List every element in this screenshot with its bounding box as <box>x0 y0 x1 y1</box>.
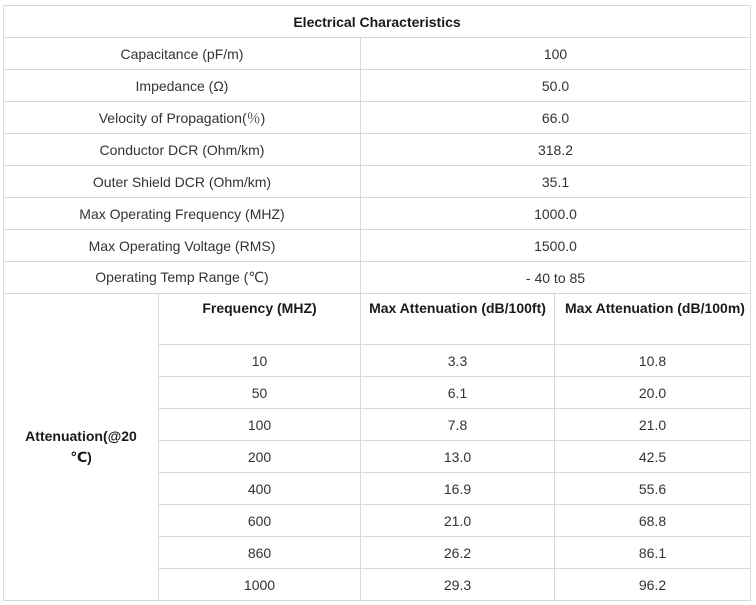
property-value: 50.0 <box>361 70 751 102</box>
property-label: Max Operating Voltage (RMS) <box>4 230 361 262</box>
title-row <box>4 6 751 38</box>
attenuation-label: Attenuation(@20 ℃) <box>25 428 137 465</box>
frequency-cell: 860 <box>159 537 361 569</box>
property-row <box>4 166 751 198</box>
attenuation-label-cell <box>4 294 159 601</box>
property-value: 318.2 <box>361 134 751 166</box>
frequency-cell: 10 <box>159 345 361 377</box>
property-row <box>4 70 751 102</box>
property-label: Velocity of Propagation(％) <box>4 102 361 134</box>
table-title: Electrical Characteristics <box>4 6 751 38</box>
property-label: Max Operating Frequency (MHZ) <box>4 198 361 230</box>
attenuation-m-cell: 42.5 <box>555 441 751 473</box>
property-label: Conductor DCR (Ohm/km) <box>4 134 361 166</box>
property-value: 100 <box>361 38 751 70</box>
attenuation-ft-header: Max Attenuation (dB/100ft) <box>361 294 555 345</box>
frequency-cell: 50 <box>159 377 361 409</box>
attenuation-ft-cell: 29.3 <box>361 569 555 601</box>
attenuation-m-cell: 55.6 <box>555 473 751 505</box>
attenuation-m-header: Max Attenuation (dB/100m) <box>555 294 751 345</box>
property-label: Impedance (Ω) <box>4 70 361 102</box>
attenuation-m-cell: 68.8 <box>555 505 751 537</box>
attenuation-ft-cell: 3.3 <box>361 345 555 377</box>
property-row <box>4 230 751 262</box>
property-row <box>4 38 751 70</box>
property-label: Outer Shield DCR (Ohm/km) <box>4 166 361 198</box>
attenuation-m-cell: 96.2 <box>555 569 751 601</box>
property-value: 1000.0 <box>361 198 751 230</box>
frequency-cell: 400 <box>159 473 361 505</box>
property-row <box>4 102 751 134</box>
attenuation-m-cell: 20.0 <box>555 377 751 409</box>
frequency-cell: 100 <box>159 409 361 441</box>
attenuation-ft-cell: 21.0 <box>361 505 555 537</box>
frequency-header: Frequency (MHZ) <box>159 294 361 345</box>
property-row <box>4 134 751 166</box>
attenuation-header-row <box>4 294 751 345</box>
attenuation-m-cell: 86.1 <box>555 537 751 569</box>
property-label: Capacitance (pF/m) <box>4 38 361 70</box>
property-row <box>4 198 751 230</box>
attenuation-ft-cell: 13.0 <box>361 441 555 473</box>
property-row <box>4 262 751 294</box>
attenuation-ft-cell: 26.2 <box>361 537 555 569</box>
electrical-characteristics-table <box>3 5 751 601</box>
property-value: 1500.0 <box>361 230 751 262</box>
frequency-cell: 1000 <box>159 569 361 601</box>
frequency-cell: 200 <box>159 441 361 473</box>
attenuation-ft-cell: 6.1 <box>361 377 555 409</box>
property-label: Operating Temp Range (℃) <box>4 262 361 294</box>
property-value: 35.1 <box>361 166 751 198</box>
property-value: 66.0 <box>361 102 751 134</box>
attenuation-m-cell: 21.0 <box>555 409 751 441</box>
frequency-cell: 600 <box>159 505 361 537</box>
property-value: - 40 to 85 <box>361 262 751 294</box>
attenuation-ft-cell: 7.8 <box>361 409 555 441</box>
attenuation-ft-cell: 16.9 <box>361 473 555 505</box>
attenuation-m-cell: 10.8 <box>555 345 751 377</box>
